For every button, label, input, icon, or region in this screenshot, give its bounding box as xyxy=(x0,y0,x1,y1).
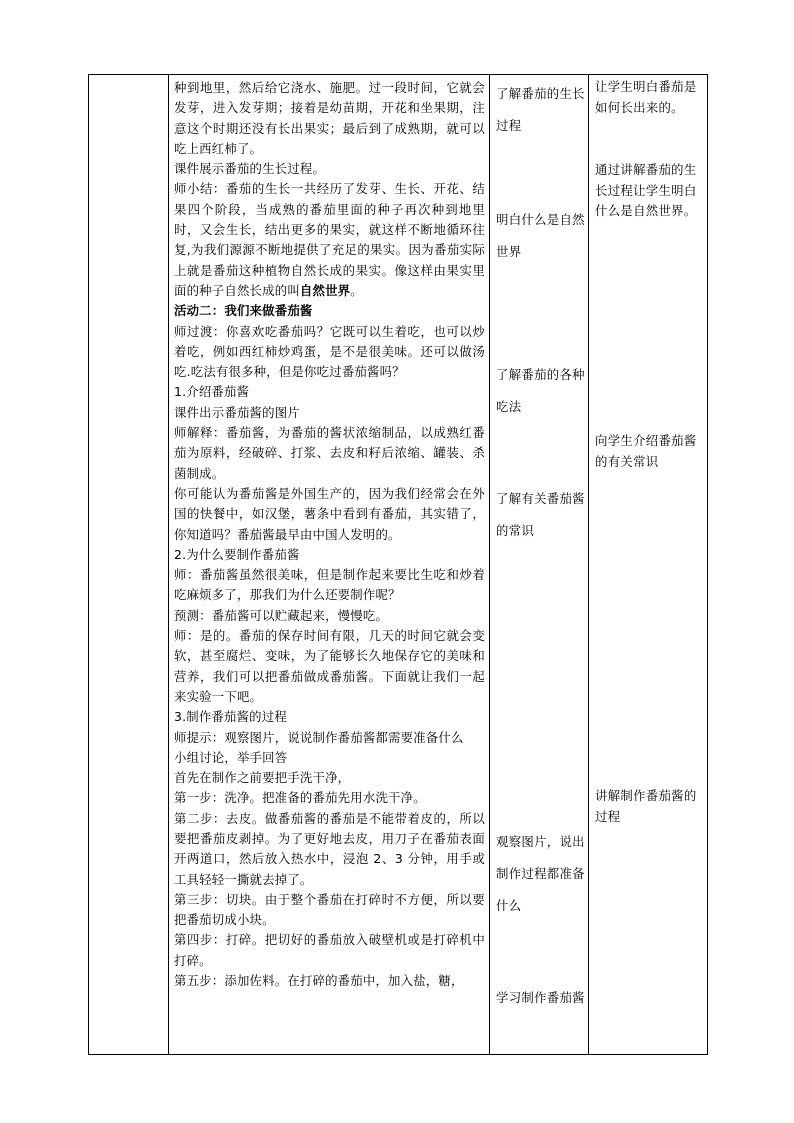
lesson-plan-table xyxy=(88,74,708,1055)
process-paragraph: 预测：番茄酱可以贮藏起来，慢慢吃。 xyxy=(174,607,389,623)
objective-text: 观察图片，说出制作过程都准备什么 xyxy=(496,834,585,913)
step-paragraph: 第一步：洗净。把准备的番茄先用水洗干净。 xyxy=(174,790,426,806)
objective-text: 学习制作番茄酱 xyxy=(496,990,585,1005)
process-paragraph: 师解释：番茄酱，为番茄的酱状浓缩制品，以成熟红番茄为原料，经破碎、打浆、去皮和籽后浓缩、罐装、杀菌制成。 xyxy=(174,425,485,481)
summary-text: 师小结：番茄的生长一共经历了发芽、生长、开花、结果四个阶段，当成熟的番茄里面的种子再次种到地里时，又会生长，结出更多的果实，就这样不断地循环往复,为我们源源不断地提供了充足的果实。因为番茄实际上就是番茄这种植物自然长成的果实。像这样由果实里面的种子自然长成的叫 xyxy=(174,181,485,298)
process-paragraph: 种到地里，然后给它浇水、施肥。过一段时间，它就会发芽，进入发芽期；接着是幼苗期，开花和坐果期，注意这个时期还没有长出果实；最后到了成熟期，就可以吃上西红柿了。 xyxy=(174,80,485,156)
table-row xyxy=(89,75,708,1055)
section-heading: 2.为什么要制作番茄酱 xyxy=(174,546,300,562)
blank-column-cell xyxy=(89,75,169,1055)
intent-text: 讲解制作番茄酱的过程 xyxy=(595,788,697,824)
process-paragraph: 师过渡：你喜欢吃番茄吗？它既可以生着吃，也可以炒着吃，例如西红柿炒鸡蛋，是不是很美味。还可以做汤吃.吃法有很多种，但是你吃过番茄酱吗？ xyxy=(174,323,485,380)
design-intent-cell xyxy=(589,75,708,1055)
step-paragraph: 第五步：添加佐料。在打碎的番茄中，加入盐，糖， xyxy=(174,973,464,989)
step-paragraph: 第四步：打碎。把切好的番茄放入破壁机或是打碎机中打碎。 xyxy=(174,932,485,968)
objective-text: 明白什么是自然世界 xyxy=(496,212,585,259)
summary-keyword: 自然世界 xyxy=(299,282,351,298)
teacher-summary xyxy=(174,179,485,301)
process-paragraph: 首先在制作之前要把手洗干净， xyxy=(174,770,351,786)
activity-heading: 活动二：我们来做番茄酱 xyxy=(174,303,313,319)
process-paragraph: 课件出示番茄酱的图片 xyxy=(174,404,300,420)
objective-text: 了解番茄的各种吃法 xyxy=(496,367,585,414)
process-paragraph: 师：是的。番茄的保存时间有限，几天的时间它就会变软，甚至腐烂、变味，为了能够长久地保存它的美味和营养，我们可以把番茄做成番茄酱。下面就让我们一起来实验一下吧。 xyxy=(174,628,485,704)
objective-text: 了解有关番茄酱的常识 xyxy=(496,491,585,538)
process-paragraph: 你可能认为番茄酱是外国生产的，因为我们经常会在外国的快餐中，如汉堡，薯条中看到有番茄，其实错了，你知道吗？番茄酱最早由中国人发明的。 xyxy=(174,485,485,542)
process-paragraph: 师：番茄酱虽然很美味，但是制作起来要比生吃和炒着吃麻烦多了，那我们为什么还要制作呢？ xyxy=(174,567,485,603)
intent-text: 向学生介绍番茄酱的有关常识 xyxy=(595,433,697,469)
teaching-process-cell xyxy=(169,75,490,1055)
process-paragraph: 小组讨论，举手回答 xyxy=(174,749,288,765)
intent-text: 让学生明白番茄是如何长出来的。 xyxy=(595,79,697,115)
objectives-cell xyxy=(490,75,589,1055)
section-heading: 1.介绍番茄酱 xyxy=(174,384,250,400)
step-paragraph: 第二步：去皮。做番茄酱的番茄是不能带着皮的，所以要把番茄皮剥掉。为了更好地去皮，用刀子在番茄表面开两道口，然后放入热水中，浸泡 2、3 分钟，用手或工具轻轻一撕就去掉了。 xyxy=(174,810,485,887)
step-paragraph: 第三步：切块。由于整个番茄在打碎时不方便，所以要把番茄切成小块。 xyxy=(174,891,485,928)
process-paragraph: 课件展示番茄的生长过程。 xyxy=(174,161,326,177)
intent-text: 通过讲解番茄的生长过程让学生明白什么是自然世界。 xyxy=(595,162,697,218)
summary-end: 。 xyxy=(350,282,363,298)
process-paragraph: 师提示：观察图片，说说制作番茄酱都需要准备什么 xyxy=(174,729,464,745)
section-heading: 3.制作番茄酱的过程 xyxy=(174,709,287,725)
objective-text: 了解番茄的生长过程 xyxy=(496,86,585,133)
